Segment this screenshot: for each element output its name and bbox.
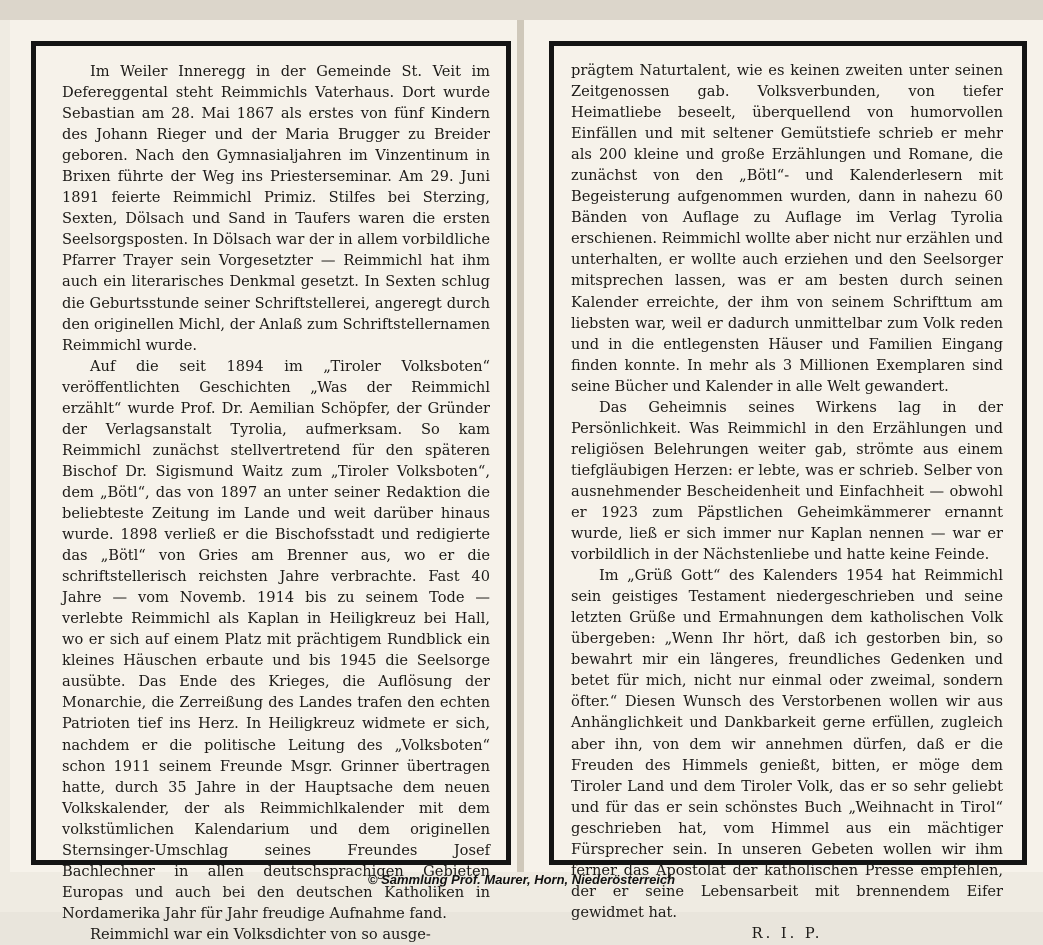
paragraph-volksbote: Auf die seit 1894 im „Tiroler Volksboten“ veröffentlichten Geschichten „Was der Reimmichl erzählt“ wurde Prof. Dr. Aemilian Schöpfer, der Gründer der Verlagsanstalt Tyrolia, aufmerksam. So kam Reimmichl zunächst stellvertretend für den späteren Bischof Dr. Sigismund Waitz zum „Tiroler Volksboten“, dem „Bötl“, das von 1897 an unter seiner Redaktion die beliebteste Zeitung im Lande und weit darüber hinaus wurde. 1898 verließ er die Bischofsstadt und redigierte das „Bötl“ von Gries am Brenner aus, wo er die schriftstellerisch reichsten Jahre verbrachte. Fast 40 Jahre — vom Novemb. 1914 bis zu seinem Tode — verlebte Reimmichl als Kaplan in Heiligkreuz bei Hall, wo er sich auf einem Platz mit prächtigem Rundblick ein kleines Häuschen erbaute und bis 1945 die Seelsorge ausübte. Das Ende des Krieges, die Auflösung der Monarchie, die Zerreißung des Landes trafen den echten Patrioten tief ins Herz. In Heiligkreuz widmete er sich, nachdem er die politische Leitung des „Volksboten“ schon 1911 seinem Freunde Msgr. Grinner übertragen hatte, durch 35 Jahre in der Hauptsache dem neuen Volkskalender, der als Reimmichlkalender mit dem volkstümlichen Kalendarium und dem originellen Sternsinger-Umschlag seines Freundes Josef Bachlechner in allen deutschsprachigen Gebieten Europas und auch bei den deutschen Katholiken in Nordamerika Jahr für Jahr freudige Aufnahme fand. [62,357,490,922]
paragraph-geheimnis: Das Geheimnis seines Wirkens lag in der Persönlichkeit. Was Reimmichl in den Erzählungen und religiösen Belehrungen weiter gab, strömte aus einem tiefgläubigen Herzen: er lebte, was er schrieb. Selber von ausnehmender Bescheidenheit und Einfachheit — obwohl er 1923 zum Päpstlichen Geheimkämmerer ernannt wurde, ließ er sich immer nur Kaplan nennen — war er vorbildlich in der Nächstenliebe und hatte keine Feinde. [571,398,1003,564]
rip-closing: R. I. P. [751,924,823,942]
paragraph-volksdichter-start: Reimmichl war ein Volksdichter von so ausge- [90,925,431,943]
right-page-text [571,60,1003,944]
scan-top-edge [0,0,1043,20]
card-fold [517,20,524,872]
paragraph-testament: Im „Grüß Gott“ des Kalenders 1954 hat Reimmichl sein geistiges Testament niedergeschrieben und seine letzten Grüße und Ermahnungen dem katholischen Volk übergeben: „Wenn Ihr hört, daß ich gestorben bin, so bewahrt mir ein längeres, freundliches Gedenken und betet für mich, nicht nur einmal oder zweimal, sondern öfter.“ Diesen Wunsch des Verstorbenen wollen wir aus Anhänglichkeit und Dankbarkeit gerne erfüllen, zugleich aber ihn, von dem wir annehmen dürfen, daß er die Freuden des Himmels genießt, bitten, er möge dem Tiroler Land und dem Tiroler Volk, das er so sehr geliebt und für das er sein schönstes Buch „Weihnacht in Tirol“ geschrieben hat, vom Himmel aus ein mächtiger Fürsprecher sein. In unseren Gebeten wollen wir ihm ferner das Apostolat der katholischen Presse empfehlen, der er seine Lebensarbeit mit brennendem Eifer gewidmet hat. [571,567,1003,921]
left-page-text [62,61,490,945]
copyright-caption: © Sammlung Prof. Maurer, Horn, Niederösterreich [367,872,676,887]
paragraph-early-life: Im Weiler Inneregg in der Gemeinde St. Veit im Defereggental steht Reimmichls Vaterhaus. Dort wurde Sebastian am 28. Mai 1867 als erstes von fünf Kindern des Johann Rieger und der Maria Brugger zu Breider geboren. Nach den Gymnasialjahren im Vinzentinum in Brixen führte der Weg ins Priesterseminar. Am 29. Juni 1891 feierte Reimmichl Primiz. Stilfes bei Sterzing, Sexten, Dölsach und Sand in Taufers waren die ersten Seelsorgsposten. In Dölsach war der in allem vorbildliche Pfarrer Trayer sein Vorgesetzter — Reimmichl hat ihm auch ein literarisches Denkmal gesetzt. In Sexten schlug die Geburtsstunde seiner Schriftstellerei, angeregt durch den originellen Michl, der Anlaß zum Schriftstellernamen Reimmichl wurde. [62,63,491,354]
paragraph-volksdichter-cont: prägtem Naturtalent, wie es keinen zweiten unter seinen Zeitgenossen gab. Volksverbunden, von tiefer Heimatliebe beseelt, überquellend von humorvollen Einfällen und mit seltener Gemütstiefe schrieb er mehr als 200 kleine und große Erzählungen und Romane, die zunächst von den „Bötl“- und Kalenderlesern mit Begeisterung aufgenommen wurden, dann in nahezu 60 Bänden von Auflage zu Auflage im Verlag Tyrolia erschienen. Reimmichl wollte aber nicht nur erzählen und unterhalten, er wollte auch erziehen und den Seelsorger mitsprechen lassen, was er am besten durch seinen Kalender erreichte, der ihm von seinem Schrifttum am liebsten war, weil er dadurch unmittelbar zum Volk reden und in die entlegensten Häuser und Familien Eingang finden konnte. In mehr als 3 Millionen Exemplaren sind seine Bücher und Kalender in alle Welt gewandert. [571,62,1003,395]
